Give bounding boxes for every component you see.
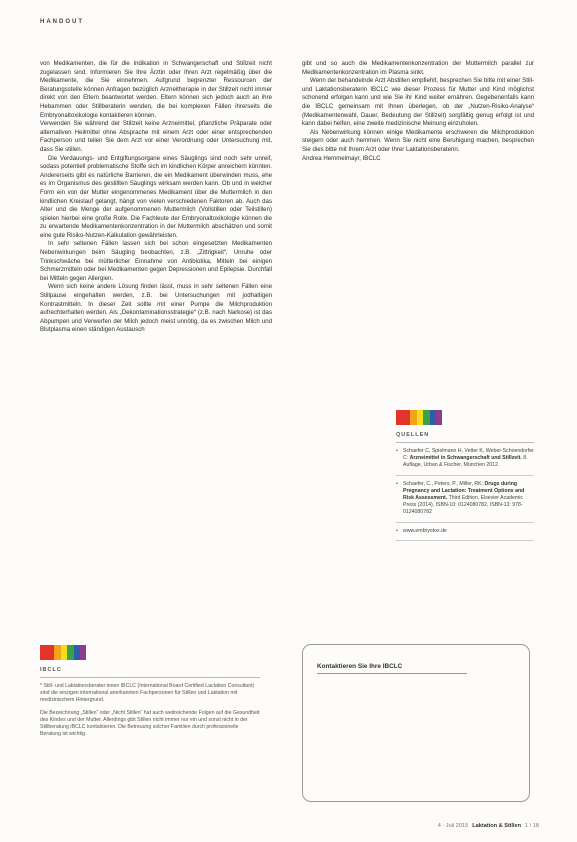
color-swatch: [40, 645, 54, 660]
reference-item: [396, 443, 534, 476]
paragraph: gibt und so auch die Medikamentenkonzentration der Muttermilch parallel zur Medikamentenkonzentration im Plasma sinkt.: [302, 60, 534, 76]
ibclc-label: IBCLC: [40, 667, 260, 678]
reference-publisher: Third Edition, Elsevier Academic Press (2014), ISBN-10: 0124080782, ISBN-13: 978-0124080782: [403, 495, 523, 516]
paragraph: Die Verdauungs- und Entgiftungsorgane eines Säuglings sind noch sehr unreif, sodass potentiell problematische Stoffe sich im kindlichen Körper anreichern könnten. Andererseits gibt es natürliche Barrieren, die ein Medikament überwinden muss, ehe es im Organismus des gestillten Säuglings wirksam werden kann. Ob und in welcher Form ein von der Mutter eingenommenes Medikament über die Muttermilch in den kindlichen Kreislauf gelangt, hängt von vielen verschiedenen Faktoren ab. Auch das Alter und die Menge der aufgenommenen Muttermilch (Vollstillen oder Teilstillen) spielen hierbei eine große Rolle. Die Fachleute der Embryonaltoxikologie können die zu erwartende Medikamentenkonzentration in der Muttermilch abschätzen und somit eine gute Risiko-Nutzen-Kalkulation gewährleisten.: [40, 154, 272, 239]
reference-publisher: 8. Auflage, Urban & Fischer, München 2012.: [403, 455, 528, 469]
color-swatch: [67, 645, 74, 660]
color-swatch: [410, 410, 417, 425]
author-name: Andrea Hemmelmayr, IBCLC: [302, 154, 381, 162]
sources-box: [396, 410, 534, 541]
color-bar: [396, 410, 534, 425]
reference-authors: Schaefer, C., Peters, P., Miller, RK:: [403, 480, 484, 487]
color-swatch: [436, 410, 442, 425]
ibclc-note: Die Bezeichnung „Stillen“ oder „Nicht Stillen“ hat auch weitreichende Folgen auf die Gesundheit des Kindes und der Mutter. Allerdings gibt Stillen nicht immer nur ein und sonst nicht in der Stillberatung IBCLC kontaktieren. Die Betreuung solcher Familien durch professionelle Beratung ist wichtig.: [40, 709, 260, 738]
paragraph: Wenn der behandelnde Arzt Abstillen empfiehlt, besprechen Sie bitte mit einer Still- und Laktationsberaterin IBCLC wie dieser Prozess für Mutter und Kind möglichst schonend erfolgen kann und wie Sie ihr Kind weiter ernähren. Gegebenenfalls kann die IBCLC gemeinsam mit Ihnen überlegen, ob der „Nutzen-Risiko-Analyse“ (Medikamentenwahl, Dauer, Bedeutung der Stillzeit) sorgfältig genug erfolgt ist und kann dabei helfen, eine zweite medizinische Meinung einzuholen.: [302, 77, 534, 128]
reference-item: [396, 476, 534, 523]
reference-authors: Schaefer C, Spielmann H, Vetter K, Weber-Schoendorfer C:: [403, 448, 534, 462]
reference-list: [396, 443, 534, 541]
paragraph: Als Nebenwirkung können einige Medikamente erschweren die Milchproduktion steigern oder auch hemmen. Wenn Sie nicht eine Beruhigung machen, besprechen Sie dies bitte mit Ihrem Arzt oder Ihrer Laktationsberaterin.: [302, 128, 534, 153]
color-swatch: [396, 410, 410, 425]
reference-title: Arzneimittel in Schwangerschaft und Stillzeit.: [409, 455, 522, 462]
color-bar: [40, 645, 260, 660]
reference-title: Drugs during Pregnancy and Lactation: Treatment Options and Risk Assessment.: [403, 480, 525, 502]
contact-box-title: Kontaktieren Sie Ihre IBCLC: [317, 663, 467, 674]
column-left: [40, 60, 272, 335]
reference-item[interactable]: [396, 523, 534, 541]
column-right: [302, 60, 534, 163]
paragraph: Wenn sich keine andere Lösung finden lässt, muss in sehr seltenen Fällen eine Stillpause eingehalten werden, z.B. bei Untersuchungen mit jodhaltigen Kontrastmitteln. In dieser Zeit sollte mit einer Pumpe die Milchproduktion aufrechterhalten werden. Als „Dekontaminationsstrategie“ (z.B. nach Narkose) ist das Abpumpen und Verwerfen der Milch jedoch meist unnötig, da es zwischen Milch und Blutplasma einen ständigen Austausch: [40, 283, 272, 334]
ibclc-box: [40, 645, 260, 738]
ibclc-note: * Still- und Laktationsberater:innen IBCLC (International Board Certified Lactation Consultant) sind die einzigen international anerkannten Fachpersonen für Stillen und Laktation mit medizinischem Hintergrund.: [40, 683, 255, 704]
issue-info: 4 · Juli 2015: [437, 823, 469, 829]
page-header: HANDOUT: [40, 19, 84, 25]
paragraph: Verwenden Sie während der Stillzeit keine Arzneimittel, pflanzliche Präparate oder alternativen Heilmittel ohne Absprache mit einem Arzt oder einer entsprechenden Fachperson und teilen Sie dem Arzt vor einer Verordnung oder Untersuchung mit, dass Sie stillen.: [40, 120, 272, 153]
page-footer: [438, 823, 539, 829]
magazine-name: Laktation & Stillen: [472, 823, 521, 829]
sources-label: QUELLEN: [396, 432, 534, 443]
paragraph: von Medikamenten, die für die Indikation in Schwangerschaft und Stillzeit nicht zugelassen sind. Informieren Sie Ihre Ärztin oder Ihren Arzt regelmäßig über die Medikamente, die Sie einnehmen. Aufgrund begrenzter Ressourcen der Beratungsstelle können Anfragen bezüglich Arzneitherapie in der Stillzeit nicht immer direkt von den Eltern beantwortet werden. Eltern können sich jedoch auch an ihre Hebammen oder Stillberaterin wenden, die bei komplexen Fällen ihrerseits die Embryonaltoxikologie kontaktieren können.: [40, 60, 272, 119]
page-number: 1 / 18: [525, 823, 539, 829]
color-swatch: [80, 645, 86, 660]
reference-link[interactable]: www.embryotox.de: [403, 527, 447, 534]
paragraph: In sehr seltenen Fällen lassen sich bei schon eingesetzten Medikamenten Nebenwirkungen beim Säugling beobachten, z.B. „Zittrigkeit“, Unruhe oder Trinkschwäche bei mütterlicher Einnahme von Antibiotika, Mitteln bei einigen Schmerzmitteln oder bei Medikamenten gegen Depressionen und Epilepsie. Durchfall bei Mitteln gegen Allergien.: [40, 240, 272, 282]
color-swatch: [423, 410, 430, 425]
color-swatch: [54, 645, 61, 660]
contact-box: [302, 644, 530, 802]
